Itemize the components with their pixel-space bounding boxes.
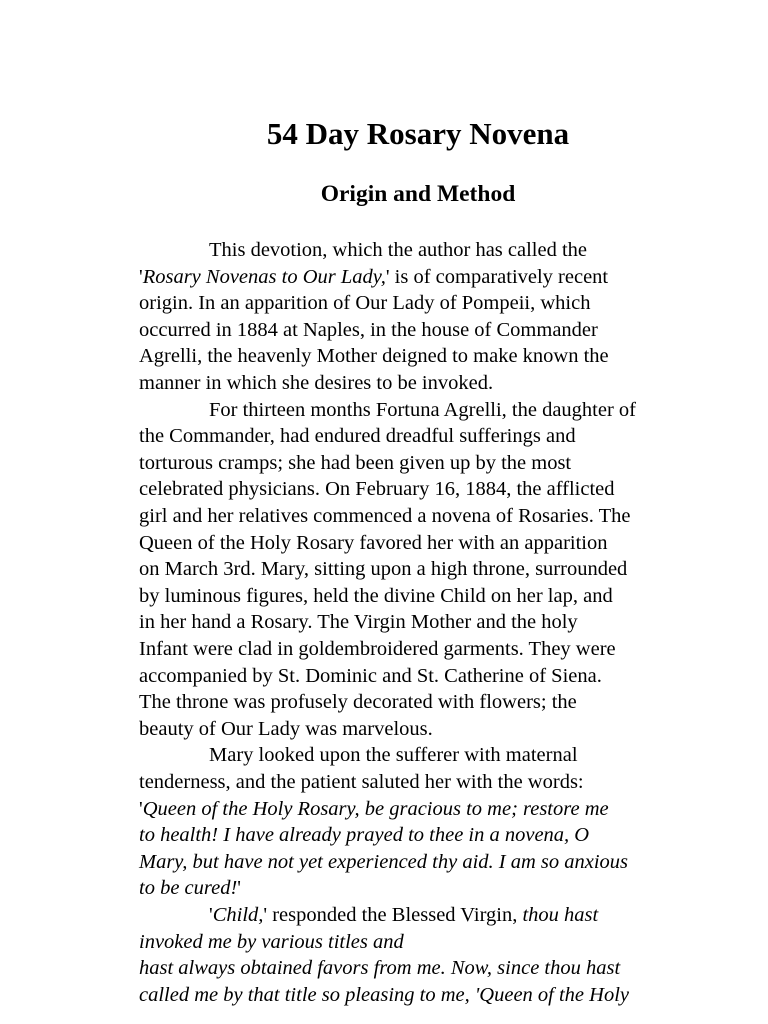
text-line: [139, 530, 608, 556]
text-line: [139, 849, 628, 875]
text-line: [139, 423, 576, 449]
text-line: [139, 317, 598, 343]
text-segment: Mary looked upon the sufferer with maternal: [209, 744, 578, 767]
italic-text-segment: Mary, but have not yet experienced thy aid. I am so anxious: [139, 850, 629, 873]
text-line: [139, 663, 602, 689]
text-line: [139, 929, 404, 955]
text-segment: celebrated physicians. On February 16, 1884, the afflicted: [139, 478, 615, 501]
text-segment: ': [237, 877, 241, 900]
text-segment: beauty of Our Lady was marvelous.: [139, 717, 433, 740]
text-segment: origin. In an apparition of Our Lady of Pompeii, which: [139, 292, 591, 315]
italic-text-segment: invoked me by various titles and: [139, 930, 404, 953]
text-segment: Infant were clad in goldembroidered garments. They were: [139, 638, 616, 660]
text-line: [139, 822, 589, 848]
text-line: [209, 902, 598, 928]
text-line: [139, 609, 578, 635]
text-segment: on March 3rd. Mary, sitting upon a high throne, surrounded: [139, 558, 628, 581]
text-line: [139, 982, 629, 1008]
text-segment: tenderness, and the patient saluted her with the words:: [139, 771, 584, 793]
text-line: [139, 875, 241, 901]
italic-text-segment: Child,: [212, 904, 264, 926]
italic-text-segment: hast always obtained favors from me. Now, since thou hast: [139, 957, 621, 980]
text-segment: Agrelli, the heavenly Mother deigned to make known the: [139, 345, 609, 368]
text-line: [139, 583, 613, 609]
italic-text-segment: to be cured!: [139, 877, 238, 900]
text-segment: The throne was profusely decorated with flowers; the: [139, 691, 577, 714]
text-segment: ': [209, 904, 213, 926]
text-line: [139, 450, 571, 476]
text-line: [139, 636, 616, 662]
italic-text-segment: called me by that title so pleasing to me, 'Queen of the Holy: [139, 983, 630, 1006]
text-segment: by luminous figures, held the divine Child on her lap, and: [139, 584, 613, 607]
text-line: [209, 397, 636, 423]
italic-text-segment: Queen of the Holy Rosary, be gracious to me; restore me: [142, 797, 609, 820]
text-line: [139, 556, 627, 582]
text-line: [139, 343, 609, 369]
page-subtitle: Origin and Method: [320, 181, 516, 207]
text-line: [139, 290, 590, 316]
text-segment: accompanied by St. Dominic and St. Catherine of Siena.: [139, 664, 602, 687]
text-line: [139, 955, 620, 981]
text-segment: For thirteen months Fortuna Agrelli, the daughter of: [209, 398, 637, 421]
text-segment: Queen of the Holy Rosary favored her with an apparition: [139, 531, 608, 554]
text-line: [139, 769, 584, 795]
text-segment: torturous cramps; she had been given up by the most: [139, 451, 572, 474]
text-line: [139, 716, 433, 742]
text-line: [139, 476, 615, 502]
italic-text-segment: thou hast: [522, 904, 599, 926]
page-title: 54 Day Rosary Novena: [266, 116, 570, 151]
text-line: [209, 237, 587, 263]
italic-text-segment: Rosary Novenas to Our Lady,: [142, 265, 386, 288]
text-line: [139, 503, 630, 529]
text-line: [139, 370, 493, 396]
text-segment: ' is of comparatively recent: [385, 265, 609, 288]
text-segment: occurred in 1884 at Naples, in the house of Commander: [139, 318, 598, 341]
text-line: [139, 264, 608, 290]
italic-text-segment: to health! I have already prayed to thee in a novena, O: [139, 824, 590, 847]
text-segment: ': [139, 797, 143, 820]
text-segment: girl and her relatives commenced a novena of Rosaries. The: [139, 505, 631, 527]
text-segment: in her hand a Rosary. The Virgin Mother and the holy: [139, 611, 578, 634]
text-segment: the Commander, had endured dreadful sufferings and: [139, 425, 576, 448]
text-line: [209, 742, 578, 768]
text-segment: manner in which she desires to be invoked.: [139, 372, 494, 394]
text-line: [139, 689, 577, 715]
text-segment: ' responded the Blessed Virgin,: [263, 904, 523, 926]
text-segment: ': [139, 265, 143, 288]
text-line: [139, 796, 609, 822]
text-segment: This devotion, which the author has called the: [209, 239, 588, 261]
